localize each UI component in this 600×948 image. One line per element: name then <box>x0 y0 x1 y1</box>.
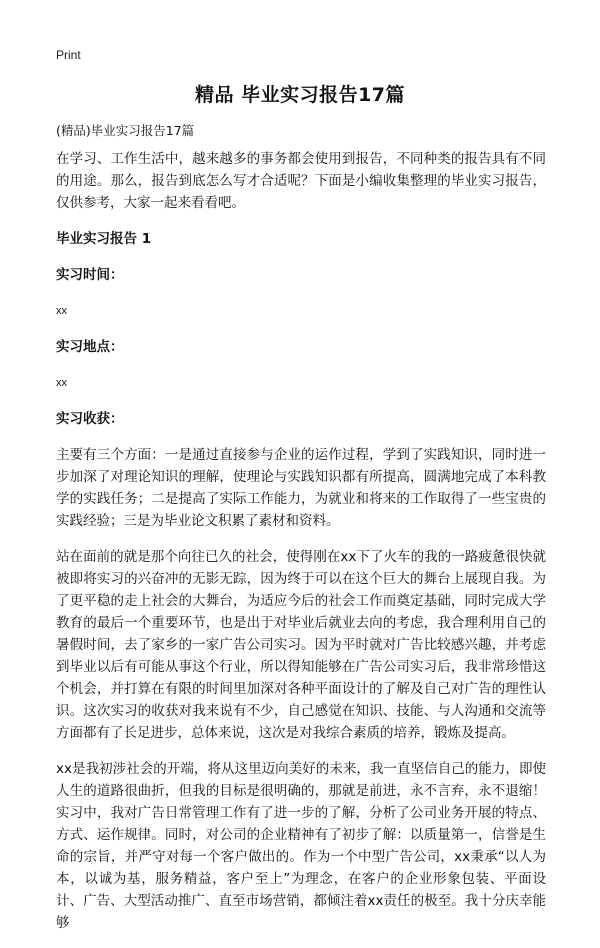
body-paragraph-1: 主要有三个方面：一是通过直接参与企业的运作过程，学到了实践知识，同时进一步加深了对理论知识的理解，使理论与实践知识都有所提高，圆满地完成了本科教学的实践任务；二是提高了实际工作能力，为就业和将来的工作取得了一些宝贵的实践经验；三是为毕业论文积累了素材和资料。 <box>56 447 546 529</box>
document-subtitle: (精品)毕业实习报告17篇 <box>56 123 195 138</box>
intro-paragraph: 在学习、工作生活中，越来越多的事务都会使用到报告，不同种类的报告具有不同的用途。那么，报告到底怎么写才合适呢？下面是小编收集整理的毕业实习报告，仅供参考，大家一起来看看吧。 <box>56 151 546 211</box>
gain-label: 实习收获： <box>56 411 124 427</box>
body-paragraph-2: 站在面前的就是那个向往已久的社会，使得刚在xx下了火车的我的一路疲惫很快就被即将实习的兴奋冲的无影无踪，因为终于可以在这个巨大的舞台上展现自我。为了更平稳的走上社会的大舞台，为适应今后的社会工作而奠定基础，同时完成大学教育的最后一个重要环节，也是出于对毕业后就业去向的考虑，我合理利用自己的暑假时间，去了家乡的一家广告公司实习。因为平时就对广告比较感兴趣，并考虑到毕业以后有可能从事这个行业，所以得知能够在广告公司实习后，我非常珍惜这个机会，并打算在有限的时间里加深对各种平面设计的了解及自己对广告的理性认识。这次实习的收获对我来说有不少，自己感觉在知识、技能、与人沟通和交流等方面都有了长足进步，总体来说，这次是对我综合素质的培养，锻炼及提高。 <box>56 549 546 741</box>
time-value: xx <box>56 305 67 317</box>
document-body <box>56 148 546 948</box>
document-title: 精品 毕业实习报告17篇 <box>194 84 406 106</box>
time-label: 实习时间： <box>56 267 124 283</box>
body-paragraph-3: xx是我初涉社会的开端，将从这里迈向美好的未来，我一直坚信自己的能力，即使人生的道路很曲折，但我的目标是很明确的，那就是前进，永不言弃，永不退缩！实习中，我对广告日常管理工作有了进一步的了解，分析了公司业务开展的特点、方式、运作规律。同时，对公司的企业精神有了初步了解：以质量第一，信誉是生命的宗旨，并严守对每一个客户做出的。作为一个中型广告公司，xx秉承“以人为本，以诚为基，服务精益，客户至上”为理念，在客户的企业形象包装、平面设计、广告、大型活动推广、直至市场营销，都倾注着xx责任的极至。我十分庆幸能够 <box>56 761 546 931</box>
section-title: 毕业实习报告 1 <box>56 231 152 247</box>
place-label: 实习地点： <box>56 339 124 355</box>
place-value: xx <box>56 377 67 389</box>
print-label: Print <box>56 48 81 62</box>
